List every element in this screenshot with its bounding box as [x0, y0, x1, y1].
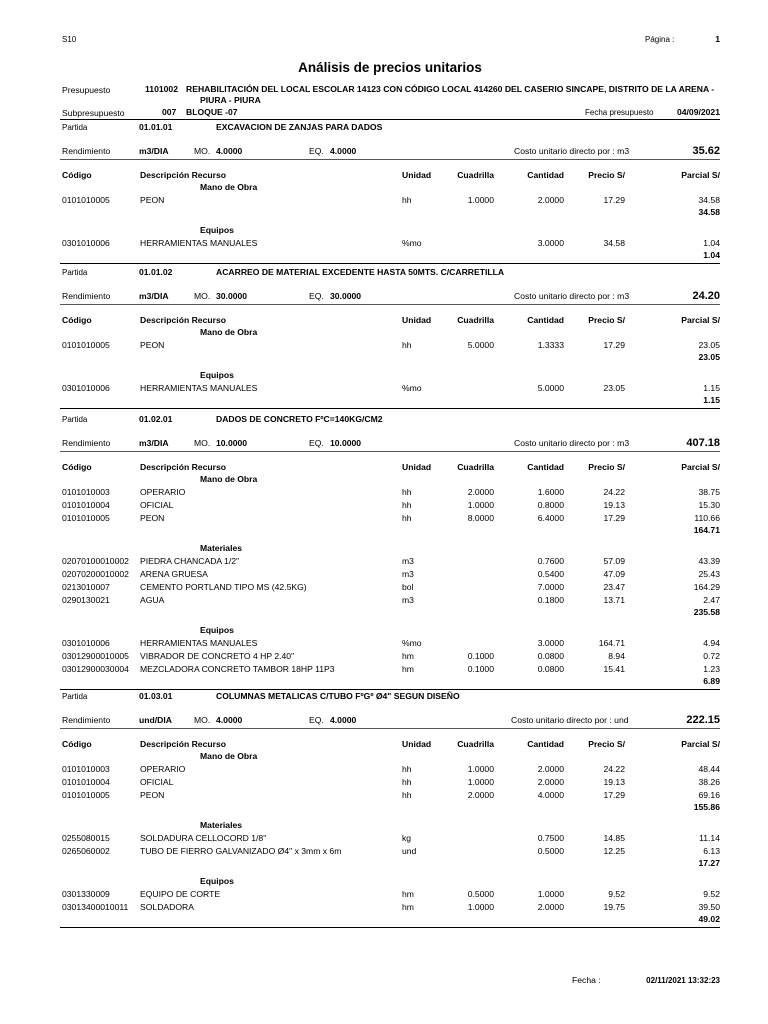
resource-parcial: 11.14: [699, 833, 720, 843]
resource-precio: 17.29: [603, 340, 625, 350]
cantidad-header: Cantidad: [527, 739, 564, 749]
footer-fecha: 02/11/2021 13:32:23: [646, 976, 720, 985]
resource-parcial: 0.72: [703, 651, 720, 661]
resource-precio: 47.09: [603, 569, 625, 579]
partida-label: Partida: [62, 268, 88, 277]
resource-cantidad: 1.0000: [537, 889, 564, 899]
resource-parcial: 110.66: [694, 513, 720, 523]
resource-description: PIEDRA CHANCADA 1/2": [140, 556, 240, 566]
resource-parcial: 48.44: [698, 764, 720, 774]
table-row: [0, 890, 768, 901]
resource-unit: kg: [402, 833, 412, 843]
group-subtotal: 155.86: [693, 802, 720, 812]
resource-cantidad: 2.0000: [537, 764, 564, 774]
rendimiento-label: Rendimiento: [62, 438, 111, 448]
subpresupuesto-label: Subpresupuesto: [62, 108, 125, 118]
resource-description: AGUA: [140, 595, 165, 605]
resource-precio: 24.22: [603, 764, 625, 774]
resource-description: HERRAMIENTAS MANUALES: [140, 238, 258, 248]
resource-precio: 24.22: [603, 487, 625, 497]
resource-description: PEON: [140, 195, 165, 205]
resource-cantidad: 0.7600: [537, 556, 564, 566]
resource-description: VIBRADOR DE CONCRETO 4 HP 2.40": [140, 651, 295, 661]
group-subtotal: 235.58: [693, 607, 720, 617]
fecha-presupuesto-label: Fecha presupuesto: [585, 108, 654, 117]
partida-label: Partida: [62, 692, 88, 701]
eq-value: 4.0000: [330, 715, 357, 725]
eq-label: EQ.: [309, 146, 324, 156]
page-label: Página :: [645, 35, 675, 44]
codigo-header: Código: [62, 462, 92, 472]
rendimiento-unit: und/DIA: [139, 715, 172, 725]
table-row: [0, 834, 768, 845]
resource-precio: 8.94: [608, 651, 625, 661]
resource-description: EQUIPO DE CORTE: [140, 889, 221, 899]
resource-precio: 13.71: [603, 595, 625, 605]
resource-code: 0265060002: [62, 846, 110, 856]
resource-cantidad: 0.8000: [537, 500, 564, 510]
costo-unitario: 407.18: [686, 437, 720, 449]
subpresupuesto-name: BLOQUE -07: [186, 107, 238, 117]
resource-unit: hm: [402, 889, 414, 899]
mo-label: MO.: [194, 146, 211, 156]
resource-code: 0101010005: [62, 790, 110, 800]
resource-description: PEON: [140, 513, 165, 523]
resource-description: SOLDADORA: [140, 902, 194, 912]
resource-unit: %mo: [402, 383, 422, 393]
resource-precio: 14.85: [603, 833, 625, 843]
table-row: [0, 384, 768, 395]
eq-label: EQ.: [309, 438, 324, 448]
partida-name: EXCAVACION DE ZANJAS PARA DADOS: [216, 122, 383, 132]
row-divider: [60, 451, 720, 452]
resource-cuadrilla: 2.0000: [467, 487, 494, 497]
resource-precio: 15.41: [603, 664, 625, 674]
resource-precio: 9.52: [608, 889, 625, 899]
group-subtotal: 49.02: [698, 914, 720, 924]
resource-parcial: 25.43: [698, 569, 720, 579]
eq-value: 10.0000: [330, 438, 362, 448]
resource-description: ARENA GRUESA: [140, 569, 208, 579]
costo-label: Costo unitario directo por : m3: [514, 146, 630, 156]
partida-label: Partida: [62, 415, 88, 424]
resource-cuadrilla: 0.1000: [467, 664, 494, 674]
resource-description: OPERARIO: [140, 487, 186, 497]
partida-section: [0, 413, 768, 686]
resource-cantidad: 3.0000: [537, 638, 564, 648]
resource-parcial: 2.47: [703, 595, 720, 605]
codigo-header: Código: [62, 315, 92, 325]
costo-label: Costo unitario directo por : m3: [514, 291, 630, 301]
table-row: [0, 665, 768, 676]
resource-cantidad: 4.0000: [537, 790, 564, 800]
rendimiento-unit: m3/DIA: [139, 146, 169, 156]
partida-section: [0, 121, 768, 260]
descripcion-header: Descripción Recurso: [140, 315, 226, 325]
resource-code: 0101010005: [62, 340, 110, 350]
resource-parcial: 1.04: [703, 238, 720, 248]
group-subtotal: 1.04: [703, 250, 720, 260]
resource-description: OFICIAL: [140, 500, 174, 510]
resource-parcial: 39.50: [698, 902, 720, 912]
group-header: Mano de Obra: [200, 182, 258, 192]
resource-cantidad: 0.0800: [537, 651, 564, 661]
resource-precio: 17.29: [603, 513, 625, 523]
resource-cuadrilla: 0.5000: [467, 889, 494, 899]
partida-code: 01.01.01: [139, 122, 173, 132]
group-subtotal: 164.71: [693, 525, 720, 535]
group-subtotal: 1.15: [703, 395, 720, 405]
partida-code: 01.01.02: [139, 267, 173, 277]
resource-unit: hh: [402, 764, 412, 774]
section-divider: [60, 263, 720, 264]
resource-parcial: 43.39: [698, 556, 720, 566]
table-row: [0, 239, 768, 250]
eq-value: 30.0000: [330, 291, 362, 301]
cuadrilla-header: Cuadrilla: [457, 315, 494, 325]
resource-description: PEON: [140, 790, 165, 800]
group-subtotal: 23.05: [698, 352, 720, 362]
resource-code: 0301330009: [62, 889, 110, 899]
resource-unit: m3: [402, 595, 414, 605]
precio-header: Precio S/: [588, 170, 625, 180]
resource-unit: m3: [402, 556, 414, 566]
group-header: Mano de Obra: [200, 327, 258, 337]
resource-unit: hh: [402, 500, 412, 510]
resource-code: 0101010003: [62, 487, 110, 497]
costo-label: Costo unitario directo por : m3: [514, 438, 630, 448]
cantidad-header: Cantidad: [527, 462, 564, 472]
partida-name: COLUMNAS METALICAS C/TUBO FºGº Ø4" SEGUN DISEÑO: [216, 691, 460, 701]
resource-description: OFICIAL: [140, 777, 174, 787]
resource-parcial: 1.15: [703, 383, 720, 393]
resource-description: OPERARIO: [140, 764, 186, 774]
resource-parcial: 38.26: [698, 777, 720, 787]
table-row: [0, 778, 768, 789]
parcial-header: Parcial S/: [681, 170, 720, 180]
resource-code: 0101010004: [62, 500, 110, 510]
resource-cantidad: 0.0800: [537, 664, 564, 674]
resource-cuadrilla: 8.0000: [467, 513, 494, 523]
partida-name: ACARREO DE MATERIAL EXCEDENTE HASTA 50MTS. C/CARRETILLA: [216, 267, 505, 277]
resource-cantidad: 1.3333: [537, 340, 564, 350]
resource-cuadrilla: 1.0000: [467, 777, 494, 787]
resource-code: 0101010004: [62, 777, 110, 787]
eq-label: EQ.: [309, 715, 324, 725]
parcial-header: Parcial S/: [681, 462, 720, 472]
system-label: S10: [62, 35, 77, 44]
resource-parcial: 38.75: [698, 487, 720, 497]
resource-parcial: 34.58: [698, 195, 720, 205]
resource-code: 0213010007: [62, 582, 110, 592]
resource-unit: hh: [402, 513, 412, 523]
descripcion-header: Descripción Recurso: [140, 739, 226, 749]
resource-parcial: 69.16: [698, 790, 720, 800]
group-header: Equipos: [200, 370, 234, 380]
codigo-header: Código: [62, 739, 92, 749]
resource-code: 02070100010002: [62, 556, 129, 566]
resource-code: 0290130021: [62, 595, 110, 605]
group-header: Equipos: [200, 225, 234, 235]
resource-unit: hh: [402, 790, 412, 800]
group-header: Mano de Obra: [200, 751, 258, 761]
resource-precio: 34.58: [603, 238, 625, 248]
cantidad-header: Cantidad: [527, 315, 564, 325]
resource-cantidad: 2.0000: [537, 777, 564, 787]
table-row: [0, 903, 768, 914]
mo-value: 4.0000: [216, 715, 243, 725]
group-header: Materiales: [200, 543, 243, 553]
resource-code: 03012900010005: [62, 651, 129, 661]
presupuesto-name-line2: PIURA - PIURA: [200, 95, 261, 105]
presupuesto-label: Presupuesto: [62, 85, 111, 95]
group-header: Equipos: [200, 625, 234, 635]
resource-description: HERRAMIENTAS MANUALES: [140, 638, 258, 648]
partida-code: 01.02.01: [139, 414, 173, 424]
resource-precio: 23.05: [603, 383, 625, 393]
resource-precio: 17.29: [603, 790, 625, 800]
mo-label: MO.: [194, 438, 211, 448]
mo-value: 10.0000: [216, 438, 248, 448]
costo-unitario: 24.20: [692, 290, 720, 302]
resource-unit: %mo: [402, 638, 422, 648]
resource-code: 02070200010002: [62, 569, 129, 579]
unidad-header: Unidad: [402, 170, 432, 180]
table-row: [0, 847, 768, 858]
descripcion-header: Descripción Recurso: [140, 170, 226, 180]
resource-precio: 17.29: [603, 195, 625, 205]
rendimiento-label: Rendimiento: [62, 146, 111, 156]
group-subtotal: 34.58: [698, 207, 720, 217]
group-subtotal: 17.27: [698, 858, 720, 868]
resource-cantidad: 7.0000: [537, 582, 564, 592]
table-row: [0, 514, 768, 525]
resource-precio: 23.47: [603, 582, 625, 592]
resource-precio: 57.09: [603, 556, 625, 566]
resource-unit: hm: [402, 651, 414, 661]
mo-value: 4.0000: [216, 146, 243, 156]
resource-parcial: 1.23: [703, 664, 720, 674]
section-divider: [60, 408, 720, 409]
resource-unit: %mo: [402, 238, 422, 248]
resource-description: SOLDADURA CELLOCORD 1/8": [140, 833, 267, 843]
resource-cuadrilla: 1.0000: [467, 195, 494, 205]
eq-value: 4.0000: [330, 146, 357, 156]
resource-cantidad: 2.0000: [537, 195, 564, 205]
costo-unitario: 35.62: [692, 145, 720, 157]
row-divider: [60, 728, 720, 729]
cuadrilla-header: Cuadrilla: [457, 170, 494, 180]
section-divider: [60, 927, 720, 928]
eq-label: EQ.: [309, 291, 324, 301]
descripcion-header: Descripción Recurso: [140, 462, 226, 472]
row-divider: [60, 304, 720, 305]
row-divider: [60, 159, 720, 160]
cantidad-header: Cantidad: [527, 170, 564, 180]
resource-cuadrilla: 2.0000: [467, 790, 494, 800]
resource-parcial: 23.05: [698, 340, 720, 350]
table-row: [0, 341, 768, 352]
resource-code: 0301010006: [62, 238, 110, 248]
resource-parcial: 9.52: [703, 889, 720, 899]
resource-description: MEZCLADORA CONCRETO TAMBOR 18HP 11P3: [140, 664, 335, 674]
resource-unit: bol: [402, 582, 414, 592]
resource-parcial: 164.29: [693, 582, 720, 592]
codigo-header: Código: [62, 170, 92, 180]
cuadrilla-header: Cuadrilla: [457, 739, 494, 749]
resource-code: 0301010006: [62, 383, 110, 393]
table-row: [0, 791, 768, 802]
page-title: Análisis de precios unitarios: [298, 60, 482, 75]
mo-label: MO.: [194, 291, 211, 301]
resource-unit: hh: [402, 340, 412, 350]
table-row: [0, 196, 768, 207]
group-subtotal: 6.89: [703, 676, 720, 686]
costo-label: Costo unitario directo por : und: [511, 715, 629, 725]
resource-unit: hh: [402, 777, 412, 787]
resource-unit: und: [402, 846, 417, 856]
resource-precio: 12.25: [603, 846, 625, 856]
table-row: [0, 488, 768, 499]
group-header: Mano de Obra: [200, 474, 258, 484]
resource-cuadrilla: 1.0000: [467, 500, 494, 510]
rendimiento-unit: m3/DIA: [139, 438, 169, 448]
page-number: 1: [715, 34, 720, 44]
table-row: [0, 583, 768, 594]
resource-cantidad: 0.7500: [537, 833, 564, 843]
resource-code: 03012900030004: [62, 664, 129, 674]
resource-code: 0101010005: [62, 513, 110, 523]
presupuesto-name-line1: REHABILITACIÓN DEL LOCAL ESCOLAR 14123 CON CÓDIGO LOCAL 414260 DEL CASERIO SINCAPE, DISTRITO DE LA ARENA -: [186, 84, 715, 94]
resource-cantidad: 3.0000: [537, 238, 564, 248]
resource-cantidad: 0.1800: [537, 595, 564, 605]
resource-code: 0301010006: [62, 638, 110, 648]
header-divider: [60, 119, 720, 120]
mo-value: 30.0000: [216, 291, 248, 301]
rendimiento-unit: m3/DIA: [139, 291, 169, 301]
subpresupuesto-code: 007: [162, 107, 177, 117]
fecha-presupuesto: 04/09/2021: [676, 107, 720, 117]
resource-cuadrilla: 0.1000: [467, 651, 494, 661]
resource-description: PEON: [140, 340, 165, 350]
resource-unit: hh: [402, 195, 412, 205]
resource-cantidad: 6.4000: [537, 513, 564, 523]
resource-cantidad: 0.5400: [537, 569, 564, 579]
resource-precio: 19.13: [603, 500, 625, 510]
resource-cuadrilla: 1.0000: [467, 902, 494, 912]
mo-label: MO.: [194, 715, 211, 725]
table-row: [0, 557, 768, 568]
rendimiento-label: Rendimiento: [62, 715, 111, 725]
resource-precio: 19.75: [603, 902, 625, 912]
resource-description: CEMENTO PORTLAND TIPO MS (42.5KG): [140, 582, 307, 592]
resource-parcial: 4.94: [703, 638, 720, 648]
resource-parcial: 6.13: [703, 846, 720, 856]
costo-unitario: 222.15: [686, 714, 720, 726]
cuadrilla-header: Cuadrilla: [457, 462, 494, 472]
group-header: Equipos: [200, 876, 234, 886]
unidad-header: Unidad: [402, 462, 432, 472]
resource-cuadrilla: 5.0000: [467, 340, 494, 350]
resource-description: TUBO DE FIERRO GALVANIZADO Ø4" x 3mm x 6m: [140, 846, 342, 856]
resource-cuadrilla: 1.0000: [467, 764, 494, 774]
footer-fecha-label: Fecha :: [572, 975, 601, 985]
table-row: [0, 570, 768, 581]
partida-section: [0, 266, 768, 405]
parcial-header: Parcial S/: [681, 739, 720, 749]
table-row: [0, 652, 768, 663]
resource-code: 03013400010011: [62, 902, 129, 912]
group-header: Materiales: [200, 820, 243, 830]
resource-code: 0101010005: [62, 195, 110, 205]
resource-unit: hm: [402, 664, 414, 674]
resource-cantidad: 0.5000: [537, 846, 564, 856]
unidad-header: Unidad: [402, 739, 432, 749]
table-row: [0, 639, 768, 650]
table-row: [0, 596, 768, 607]
resource-description: HERRAMIENTAS MANUALES: [140, 383, 258, 393]
resource-cantidad: 2.0000: [537, 902, 564, 912]
precio-header: Precio S/: [588, 315, 625, 325]
resource-code: 0255080015: [62, 833, 110, 843]
resource-parcial: 15.30: [698, 500, 720, 510]
table-row: [0, 765, 768, 776]
resource-cantidad: 5.0000: [537, 383, 564, 393]
resource-unit: hh: [402, 487, 412, 497]
unidad-header: Unidad: [402, 315, 432, 325]
resource-unit: hm: [402, 902, 414, 912]
parcial-header: Parcial S/: [681, 315, 720, 325]
resource-code: 0101010003: [62, 764, 110, 774]
precio-header: Precio S/: [588, 462, 625, 472]
resource-precio: 19.13: [603, 777, 625, 787]
presupuesto-code: 1101002: [145, 84, 178, 94]
partida-name: DADOS DE CONCRETO FºC=140KG/CM2: [216, 414, 383, 424]
resource-cantidad: 1.6000: [537, 487, 564, 497]
partida-label: Partida: [62, 123, 88, 132]
table-row: [0, 501, 768, 512]
resource-unit: m3: [402, 569, 414, 579]
precio-header: Precio S/: [588, 739, 625, 749]
partida-section: [0, 690, 768, 924]
resource-precio: 164.71: [598, 638, 625, 648]
partida-code: 01.03.01: [139, 691, 173, 701]
rendimiento-label: Rendimiento: [62, 291, 111, 301]
